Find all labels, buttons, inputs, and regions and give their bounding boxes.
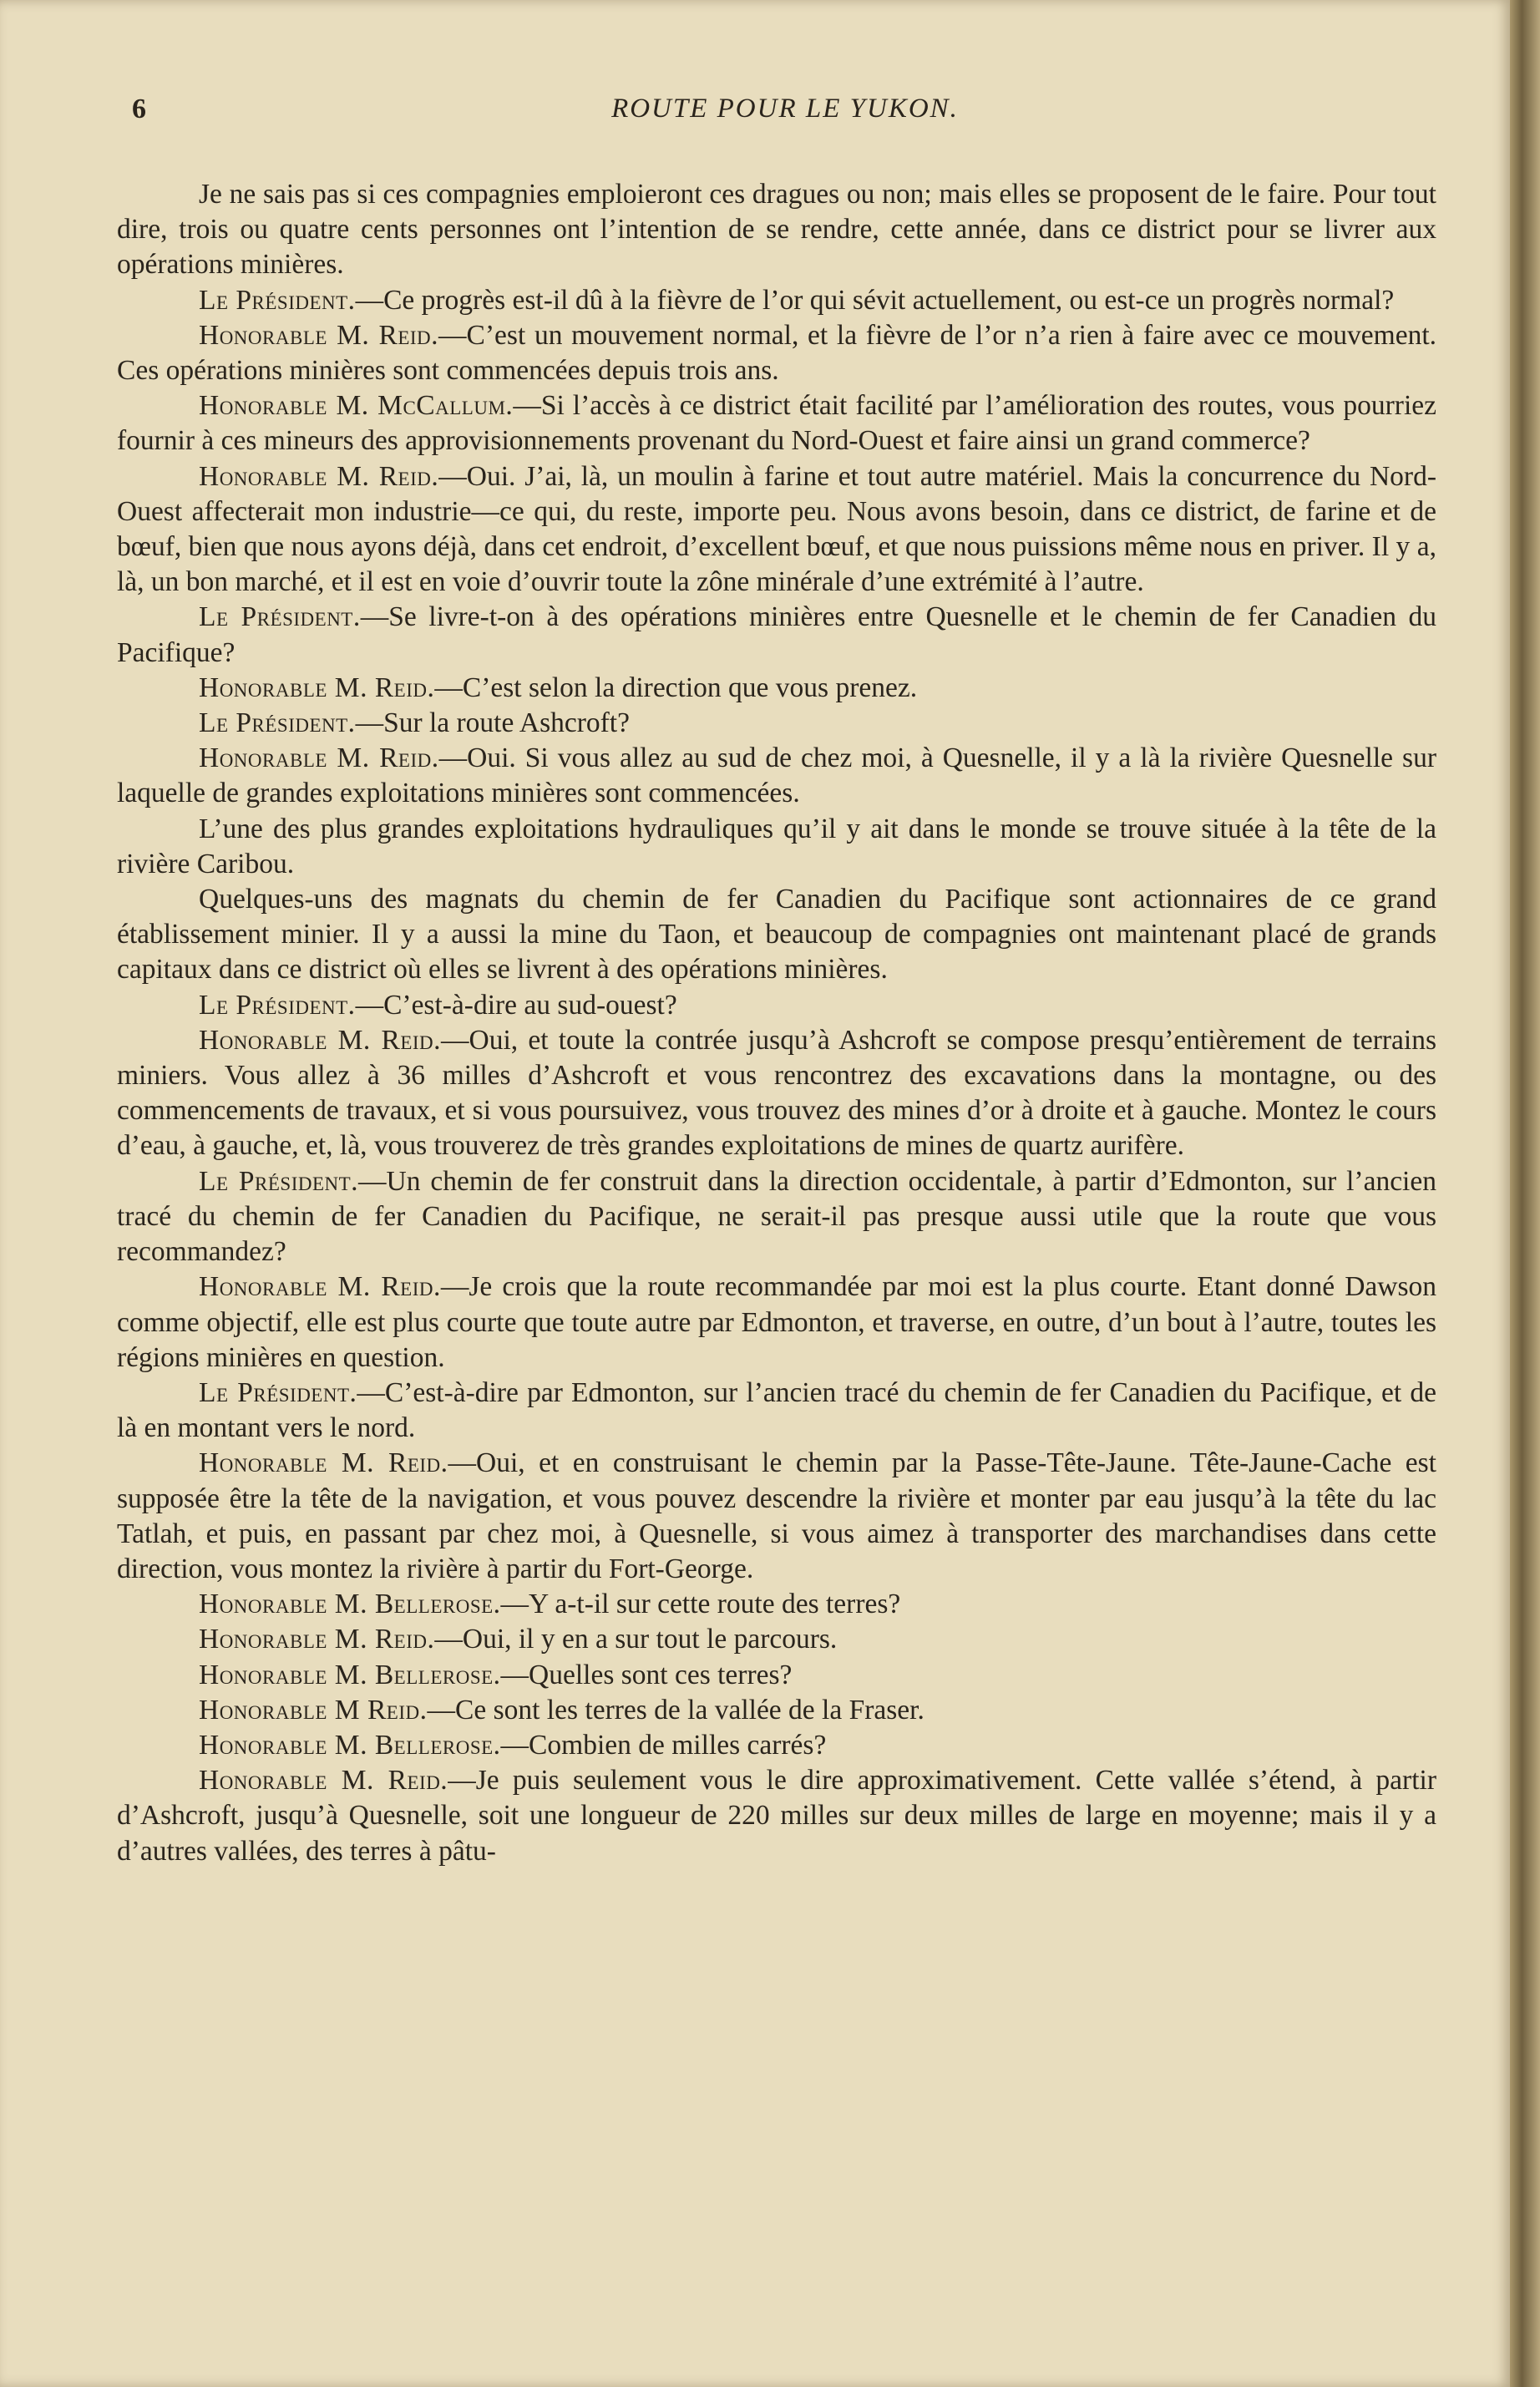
- paragraph: [117, 1587, 1436, 1622]
- speaker: Le Président.: [199, 1165, 359, 1197]
- speaker: Le Président.: [199, 601, 361, 633]
- paragraph-text: —Ce progrès est-il dû à la fièvre de l’or qui sévit actuellement, ou est-ce un progrès normal?: [355, 284, 1395, 316]
- paragraph: [117, 1023, 1436, 1164]
- paragraph: [117, 600, 1436, 670]
- speaker: Honorable M. Reid.: [199, 1447, 448, 1479]
- paragraph: [117, 1622, 1436, 1657]
- paragraph: [117, 882, 1436, 988]
- page-number: 6: [132, 94, 146, 124]
- speaker: Honorable M. Reid.: [199, 460, 439, 492]
- page-header: [117, 94, 1453, 135]
- paragraph: [117, 1270, 1436, 1376]
- paragraph-text: Je ne sais pas si ces compagnies emploieront ces dragues ou non; mais elles se proposent de le faire. Pour tout dire, trois ou quatre cents personnes ont l’intention de se rendre, cette année, dans ce district pour se livrer aux opérations minières.: [117, 179, 1436, 281]
- speaker: Honorable M. Bellerose.: [199, 1589, 501, 1620]
- paragraph-text: —Ce sont les terres de la vallée de la Fraser.: [427, 1694, 925, 1726]
- paragraph: [117, 1658, 1436, 1693]
- speaker: Honorable M. Reid.: [199, 1765, 448, 1797]
- speaker: Honorable M. Reid.: [199, 1271, 441, 1303]
- speaker: Honorable M Reid.: [199, 1694, 428, 1726]
- body-text: [117, 177, 1436, 1869]
- paragraph-text: —Y a-t-il sur cette route des terres?: [500, 1589, 901, 1620]
- speaker: Le Président.: [199, 284, 356, 316]
- paragraph-text: —Je crois que la route recommandée par moi est la plus courte. Etant donné Dawson comme objectif, elle est plus courte que toute autre par Edmonton, et traverse, en outre, d’un bout à l’autre, toutes les régions minières en question.: [117, 1271, 1436, 1373]
- paragraph: [117, 812, 1436, 882]
- paragraph: [117, 1728, 1436, 1763]
- speaker: Le Président.: [199, 989, 356, 1021]
- speaker: Honorable M. Reid.: [199, 672, 435, 703]
- paragraph-text: —Combien de milles carrés?: [500, 1729, 827, 1761]
- paragraph-text: —Oui, et toute la contrée jusqu’à Ashcroft se compose presqu’entièrement de terrains miniers. Vous allez à 36 milles d’Ashcroft et vous rencontrez des excavations dans la montagne, ou des commencements de travaux, et si vous poursuivez, vous trouvez des mines d’or à droite et à gauche. Montez le cours d’eau, à gauche, et, là, vous trouverez de très grandes exploitations de mines de quartz aurifère.: [117, 1024, 1436, 1162]
- paragraph-text: —C’est selon la direction que vous prenez.: [434, 672, 918, 703]
- book-spine: [1510, 0, 1540, 2387]
- paragraph-text: —Un chemin de fer construit dans la direction occidentale, à partir d’Edmonton, sur l’ancien tracé du chemin de fer Canadien du Pacifique, ne serait-il pas presque aussi utile que la route que vous recommandez?: [117, 1165, 1436, 1268]
- paragraph: [117, 459, 1436, 601]
- paragraph-text: —C’est-à-dire par Edmonton, sur l’ancien tracé du chemin de fer Canadien du Pacifique, et de là en montant vers le nord.: [117, 1376, 1436, 1444]
- paragraph-text: —Oui, et en construisant le chemin par la Passe-Tête-Jaune. Tête-Jaune-Cache est supposée être la tête de la navigation, et vous pouvez descendre la rivière et monter par eau jusqu’à la tête du lac Tatlah, et puis, en passant par chez moi, à Quesnelle, si vous aimez à transporter des marchandises dans cette direction, vous montez la rivière à partir du Fort-George.: [117, 1447, 1436, 1584]
- paragraph-text: —C’est un mouvement normal, et la fièvre de l’or n’a rien à faire avec ce mouvement. Ces opérations minières sont commencées depuis trois ans.: [117, 319, 1437, 387]
- speaker: Honorable M. Reid.: [199, 1624, 435, 1655]
- paragraph: [117, 388, 1436, 459]
- paragraph: [117, 1763, 1436, 1869]
- speaker: Le Président.: [199, 1376, 357, 1408]
- paragraph-text: —C’est-à-dire au sud-ouest?: [355, 989, 677, 1021]
- speaker: Honorable M. Reid.: [199, 1024, 442, 1056]
- paragraph: [117, 283, 1436, 318]
- paragraph-text: —Oui, il y en a sur tout le parcours.: [434, 1624, 838, 1655]
- paragraph: [117, 1446, 1436, 1587]
- speaker: Honorable M. Reid.: [199, 742, 439, 774]
- paragraph-text: L’une des plus grandes exploitations hydrauliques qu’il y ait dans le monde se trouve située à la tête de la rivière Caribou.: [117, 813, 1436, 879]
- speaker: Honorable M. Reid.: [199, 319, 439, 351]
- paragraph-text: —Je puis seulement vous le dire approximativement. Cette vallée s’étend, à partir d’Ashcroft, jusqu’à Quesnelle, soit une longueur de 220 milles sur deux milles de large en moyenne; mais il y a d’autres vallées, des terres à pâtu-: [117, 1765, 1436, 1867]
- paragraph-text: —Quelles sont ces terres?: [500, 1659, 793, 1690]
- paragraph: [117, 706, 1436, 741]
- paragraph: [117, 1693, 1436, 1728]
- paragraph: [117, 318, 1436, 388]
- paragraph-text: Quelques-uns des magnats du chemin de fer Canadien du Pacifique sont actionnaires de ce grand établissement minier. Il y a aussi la mine du Taon, et beaucoup de compagnies ont maintenant placé de grands capitaux dans ce district où elles se livrent à des opérations minières.: [117, 884, 1436, 986]
- paragraph: [117, 671, 1436, 706]
- speaker: Honorable M. McCallum.: [199, 390, 514, 422]
- paragraph-text: —Sur la route Ashcroft?: [355, 707, 630, 739]
- speaker: Honorable M. Bellerose.: [199, 1729, 501, 1761]
- paragraph-text: —Oui. Si vous allez au sud de chez moi, à Quesnelle, il y a là la rivière Quesnelle sur laquelle de grandes exploitations minières sont commencées.: [117, 742, 1436, 809]
- paragraph: [117, 1164, 1436, 1270]
- paragraph: [117, 1376, 1436, 1446]
- speaker: Le Président.: [199, 707, 356, 739]
- paragraph-text: —Oui. J’ai, là, un moulin à farine et tout autre matériel. Mais la concurrence du Nord-Ouest affecterait mon industrie—ce qui, du reste, importe peu. Nous avons besoin, dans ce district, de farine et de bœuf, bien que nous ayons déjà, dans cet endroit, d’excellent bœuf, et que nous puissions même nous en priver. Il y a, là, un bon marché, et il est en voie d’ouvrir toute la zône minérale d’une extrémité à l’autre.: [117, 460, 1436, 598]
- paragraph: [117, 741, 1436, 811]
- paragraph: [117, 988, 1436, 1023]
- paragraph-text: —Si l’accès à ce district était facilité par l’amélioration des routes, vous pourriez fournir à ces mineurs des approvisionnements provenant du Nord-Ouest et faire ainsi un grand commerce?: [117, 390, 1436, 457]
- speaker: Honorable M. Bellerose.: [199, 1659, 501, 1690]
- paragraph-text: —Se livre-t-on à des opérations minières entre Quesnelle et le chemin de fer Canadien du Pacifique?: [117, 601, 1436, 668]
- running-title: ROUTE POUR LE YUKON.: [611, 94, 959, 124]
- paragraph: [117, 177, 1436, 283]
